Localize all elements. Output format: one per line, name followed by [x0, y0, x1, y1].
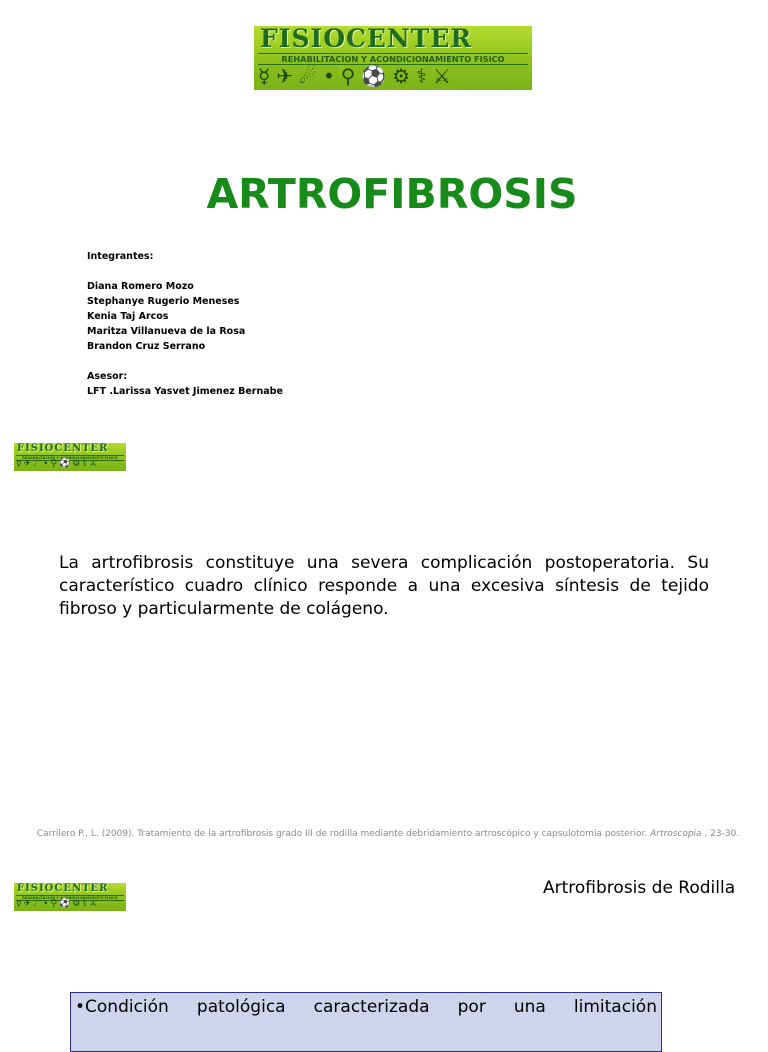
- bullet-line: [75, 996, 657, 1019]
- bullet-word: caracterizada: [313, 997, 430, 1017]
- sport-figures-icon: ☿✈☄•⚲⚽⚙⚕⚔: [16, 899, 100, 909]
- slide-title: Artrofibrosis de Rodilla: [543, 878, 736, 898]
- citation: [20, 828, 756, 840]
- fisiocenter-logo-small: [14, 443, 126, 471]
- sport-figures-icon: ☿✈☄•⚲⚽⚙⚕⚔: [258, 64, 457, 88]
- bullet-box: [70, 992, 662, 1052]
- logo-tagline: REHABILITACION Y ACONDICIONAMIENTO FISICO: [16, 895, 124, 901]
- citation-journal: Artroscopia: [650, 829, 702, 839]
- citation-main: Carrilero P., L. (2009). Tratamiento de la artrofibrosis grado III de rodilla mediante debridamiento artroscópico y capsulotomia posterior.: [36, 829, 648, 839]
- page-title: ARTROFIBROSIS: [206, 170, 578, 218]
- fisiocenter-logo-small: [14, 883, 126, 911]
- logo-brand: FISIOCENTER: [260, 26, 473, 53]
- fisiocenter-logo: [254, 26, 532, 90]
- logo-tagline: REHABILITACION Y ACONDICIONAMIENTO FISICO: [258, 53, 528, 65]
- sport-figures-icon: ☿✈☄•⚲⚽⚙⚕⚔: [16, 459, 100, 469]
- members-label: Integrantes:: [87, 251, 154, 262]
- bullet-word: por: [457, 997, 486, 1017]
- logo-brand: FISIOCENTER: [17, 883, 109, 894]
- member-name: Kenia Taj Arcos: [87, 311, 169, 322]
- members-block: [87, 249, 283, 399]
- member-name: Stephanye Rugerio Meneses: [87, 296, 240, 307]
- bullet-word: •Condición: [75, 997, 169, 1017]
- bullet-word: una: [513, 997, 546, 1017]
- bullet-word: patológica: [196, 997, 286, 1017]
- advisor-name: LFT .Larissa Yasvet Jimenez Bernabe: [87, 386, 283, 397]
- logo-tagline: REHABILITACION Y ACONDICIONAMIENTO FISICO: [16, 455, 124, 461]
- bullet-word: limitación: [573, 997, 657, 1017]
- member-name: Maritza Villanueva de la Rosa: [87, 326, 246, 337]
- logo-brand: FISIOCENTER: [17, 443, 109, 454]
- advisor-label: Asesor:: [87, 371, 128, 382]
- intro-paragraph: La artrofibrosis constituye una severa complicación postoperatoria. Su característico cuadro clínico responde a una excesiva síntesis de tejido fibroso y particularmente de colágeno.: [59, 553, 709, 619]
- member-name: Brandon Cruz Serrano: [87, 341, 206, 352]
- citation-pages: , 23-30.: [704, 829, 740, 839]
- member-name: Diana Romero Mozo: [87, 281, 194, 292]
